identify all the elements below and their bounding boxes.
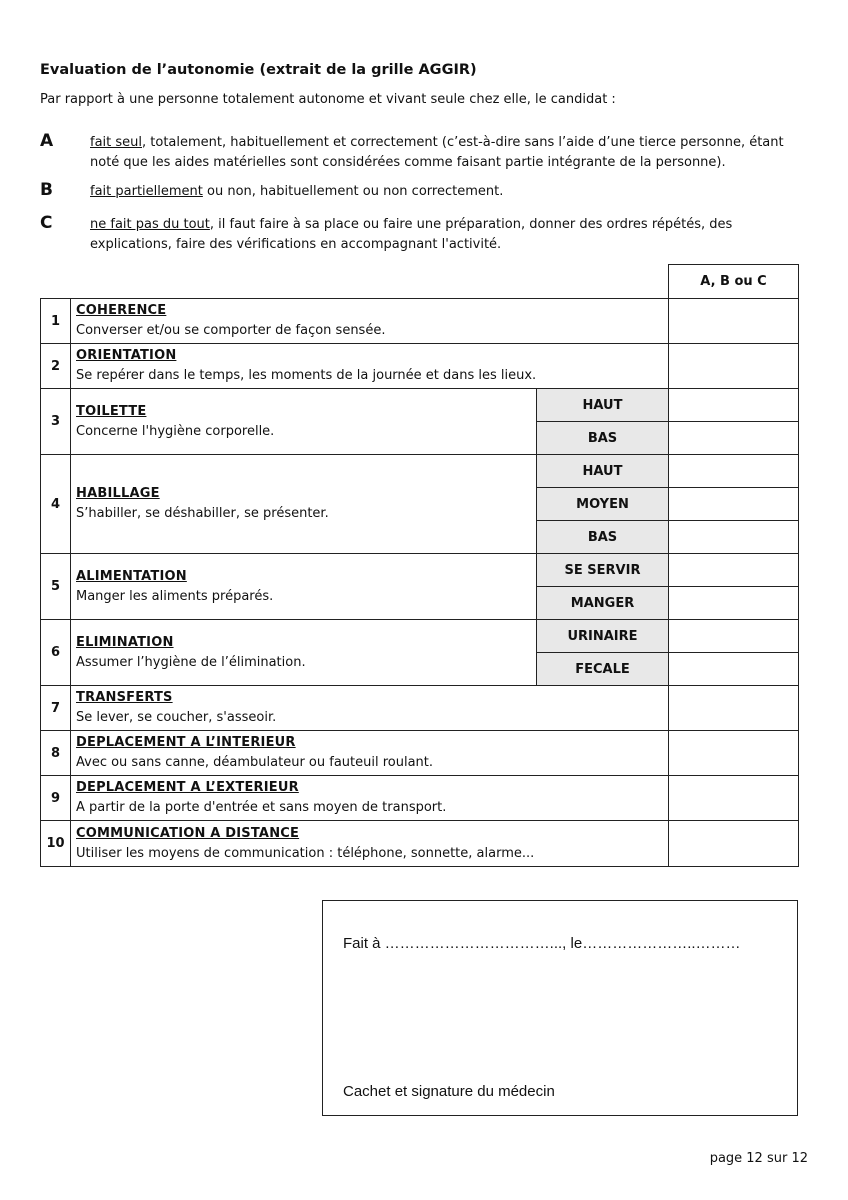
- item-description: Utiliser les moyens de communication : téléphone, sonnette, alarme...: [76, 845, 535, 861]
- item-description: Converser et/ou se comporter de façon sensée.: [76, 323, 386, 338]
- item-description: A partir de la porte d'entrée et sans moyen de transport.: [76, 800, 447, 815]
- row-number: 5: [41, 554, 71, 620]
- answer-cell[interactable]: [669, 653, 799, 686]
- sub-label: BAS: [537, 521, 669, 554]
- intro-text: Par rapport à une personne totalement autonome et vivant seule chez elle, le candidat :: [40, 92, 616, 107]
- item-title: ORIENTATION: [76, 348, 177, 363]
- legend-text: ou non, habituellement ou non correctement.: [202, 184, 504, 199]
- answer-cell[interactable]: [669, 422, 799, 455]
- sub-label: MANGER: [537, 587, 669, 620]
- item-title: ALIMENTATION: [76, 568, 187, 584]
- table-row: [41, 455, 799, 488]
- item-title: TOILETTE: [76, 403, 147, 419]
- answer-cell[interactable]: [669, 344, 799, 389]
- row-number: 6: [41, 620, 71, 686]
- item-title: COMMUNICATION A DISTANCE: [76, 825, 300, 841]
- table-row: [41, 731, 799, 776]
- legend-text: , il faut faire à sa place ou faire une préparation, donner des ordres répétés, des explications, faire des vérifications en accompagnant l'activité.: [90, 217, 733, 252]
- table-row: [41, 554, 799, 587]
- item-description: Se repérer dans le temps, les moments de la journée et dans les lieux.: [76, 368, 537, 383]
- page-title: Evaluation de l’autonomie (extrait de la grille AGGIR): [40, 62, 477, 78]
- table-row: [41, 686, 799, 731]
- answer-cell[interactable]: [669, 488, 799, 521]
- item-title: DEPLACEMENT A L’EXTERIEUR: [76, 780, 299, 795]
- legend-underlined: ne fait pas du tout: [90, 217, 210, 232]
- table-row: [41, 776, 799, 821]
- legend-letter: A: [40, 131, 54, 151]
- answer-cell[interactable]: [669, 821, 799, 867]
- answer-header: A, B ou C: [669, 265, 799, 299]
- legend-letter: B: [40, 180, 53, 200]
- sub-label: MOYEN: [537, 488, 669, 521]
- item-description: Se lever, se coucher, s'asseoir.: [76, 710, 277, 725]
- table-row: [41, 299, 799, 344]
- row-number: 2: [41, 344, 71, 389]
- stamp-signature-label: Cachet et signature du médecin: [343, 1083, 555, 1100]
- signature-box: [322, 900, 798, 1116]
- legend-text: , totalement, habituellement et correctement (c’est-à-dire sans l’aide d’une tierce personne, étant noté que les aides matérielles sont considérées comme faisant partie intégrante de la personne).: [90, 135, 784, 170]
- answer-cell[interactable]: [669, 521, 799, 554]
- place-date-line[interactable]: Fait à ……………………………..., le…………………..………: [343, 935, 741, 952]
- item-description: Avec ou sans canne, déambulateur ou fauteuil roulant.: [76, 755, 434, 770]
- answer-cell[interactable]: [669, 554, 799, 587]
- row-number: 7: [41, 686, 71, 731]
- answer-cell[interactable]: [669, 455, 799, 488]
- sub-label: BAS: [537, 422, 669, 455]
- sub-label: HAUT: [537, 389, 669, 422]
- answer-cell[interactable]: [669, 299, 799, 344]
- table-row: [41, 344, 799, 389]
- row-number: 3: [41, 389, 71, 455]
- item-description: S’habiller, se déshabiller, se présenter.: [76, 506, 329, 521]
- row-number: 9: [41, 776, 71, 821]
- legend-underlined: fait seul: [90, 135, 143, 150]
- row-number: 10: [41, 821, 71, 867]
- answer-cell[interactable]: [669, 731, 799, 776]
- answer-cell[interactable]: [669, 389, 799, 422]
- page-number: page 12 sur 12: [709, 1151, 808, 1166]
- answer-cell[interactable]: [669, 686, 799, 731]
- sub-label: HAUT: [537, 455, 669, 488]
- item-description: Concerne l'hygiène corporelle.: [76, 423, 275, 439]
- item-title: COHERENCE: [76, 303, 167, 318]
- aggir-table: [40, 264, 799, 867]
- table-row: [41, 389, 799, 422]
- item-description: Assumer l’hygiène de l’élimination.: [76, 654, 306, 670]
- legend-underlined: fait partiellement: [90, 184, 203, 199]
- row-number: 8: [41, 731, 71, 776]
- item-title: ELIMINATION: [76, 634, 174, 650]
- item-title: HABILLAGE: [76, 486, 160, 501]
- table-row: [41, 620, 799, 653]
- answer-cell[interactable]: [669, 587, 799, 620]
- answer-cell[interactable]: [669, 620, 799, 653]
- table-row: [41, 821, 799, 867]
- item-description: Manger les aliments préparés.: [76, 588, 274, 604]
- sub-label: URINAIRE: [537, 620, 669, 653]
- row-number: 4: [41, 455, 71, 554]
- answer-cell[interactable]: [669, 776, 799, 821]
- item-title: DEPLACEMENT A L’INTERIEUR: [76, 735, 296, 750]
- row-number: 1: [41, 299, 71, 344]
- legend-letter: C: [40, 213, 53, 233]
- sub-label: SE SERVIR: [537, 554, 669, 587]
- sub-label: FECALE: [537, 653, 669, 686]
- item-title: TRANSFERTS: [76, 690, 173, 705]
